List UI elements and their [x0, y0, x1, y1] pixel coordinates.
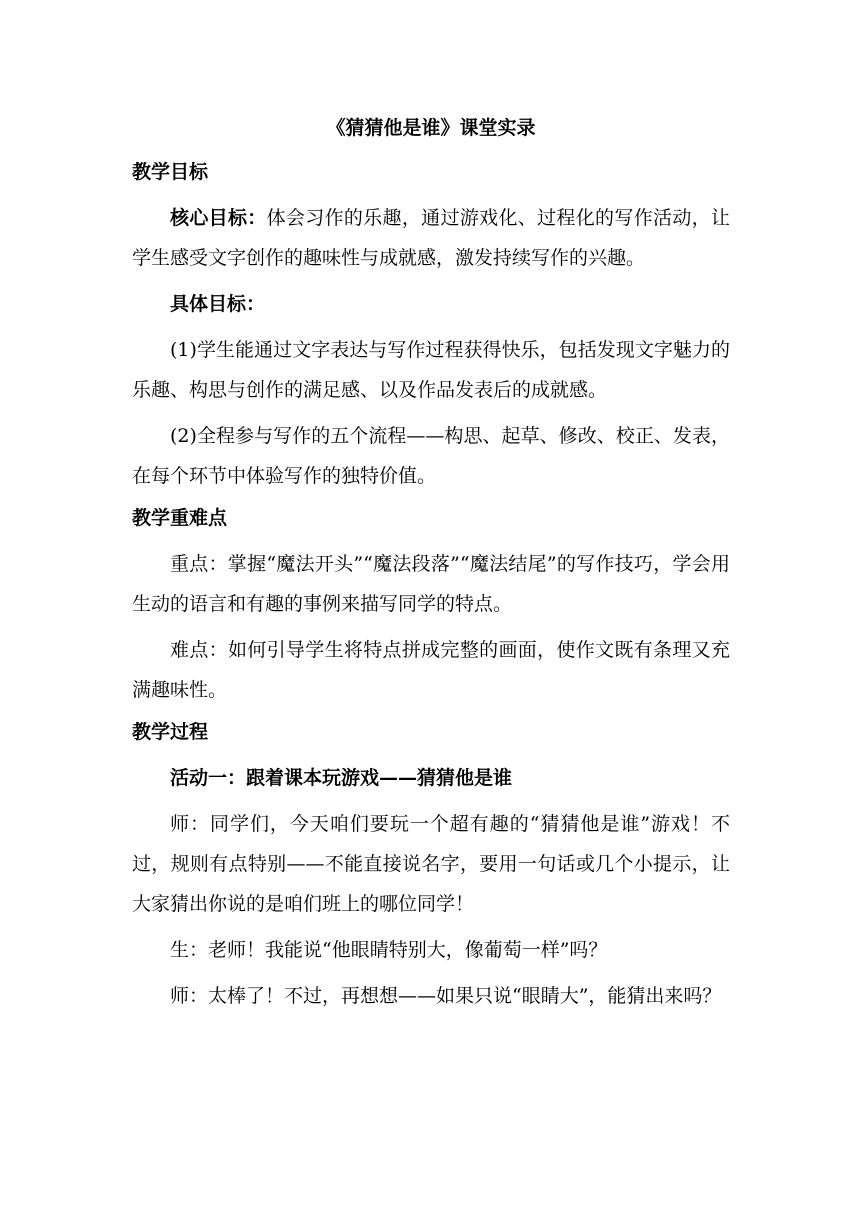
section-heading-process: 教学过程: [132, 721, 209, 743]
document-page: [132, 112, 730, 1022]
specific-goal-label: 具体目标：: [170, 293, 266, 315]
specific-goal-item-2: (2)全程参与写作的五个流程——构思、起草、修改、校正、发表，在每个环节中体验写作的独特价值。: [132, 425, 730, 487]
dialogue-line: 师：同学们，今天咱们要玩一个超有趣的“猜猜他是谁”游戏！不过，规则有点特别——不能直接说名字，要用一句话或几个小提示，让大家猜出你说的是咱们班上的哪位同学！: [132, 813, 730, 915]
section-heading-goals: 教学目标: [132, 161, 209, 183]
core-goal-label: 核心目标：: [170, 207, 267, 229]
dialogue-line: 师：太棒了！不过，再想想——如果只说“眼睛大”，能猜出来吗？: [170, 985, 722, 1007]
key-point-paragraph: 重点：掌握“魔法开头”“魔法段落”“魔法结尾”的写作技巧，学会用生动的语言和有趣的事例来描写同学的特点。: [132, 553, 730, 615]
document-title: 《猜猜他是谁》课堂实录: [326, 117, 536, 139]
activity-1-heading: 活动一：跟着课本玩游戏——猜猜他是谁: [170, 767, 513, 789]
core-goal-paragraph: [132, 198, 730, 278]
hard-point-paragraph: 难点：如何引导学生将特点拼成完整的画面，使作文既有条理又充满趣味性。: [132, 639, 730, 701]
dialogue-line: 生：老师！我能说“他眼睛特别大，像葡萄一样”吗？: [170, 939, 608, 961]
specific-goal-item-1: (1)学生能通过文字表达与写作过程获得快乐，包括发现文字魅力的乐趣、构思与创作的满足感、以及作品发表后的成就感。: [132, 339, 730, 401]
section-heading-difficulties: 教学重难点: [132, 507, 228, 529]
core-goal-text: 体会习作的乐趣，通过游戏化、过程化的写作活动，让学生感受文字创作的趣味性与成就感，激发持续写作的兴趣。: [132, 207, 730, 269]
